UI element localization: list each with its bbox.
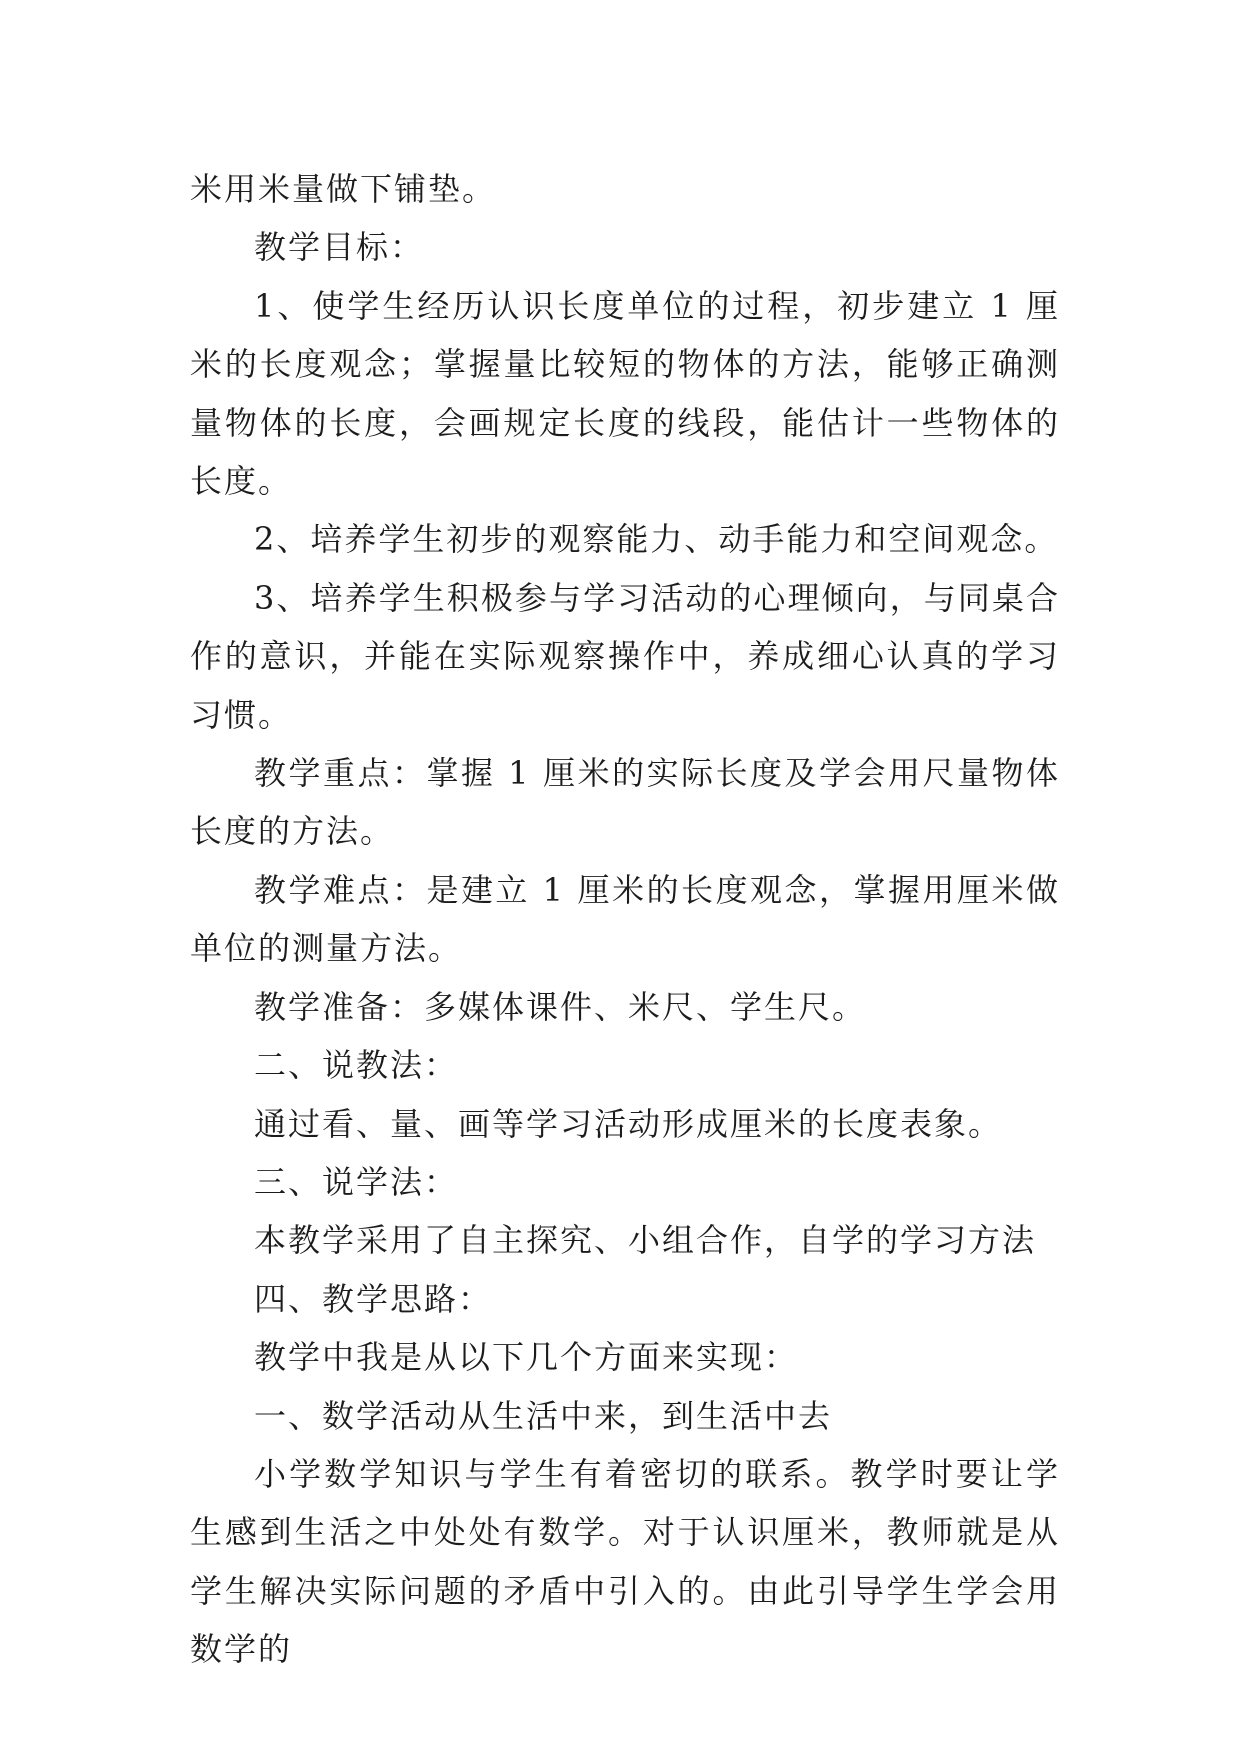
paragraph: 小学数学知识与学生有着密切的联系。教学时要让学生感到生活之中处处有数学。对于认识厘米，教师就是从学生解决实际问题的矛盾中引入的。由此引导学生学会用数学的 bbox=[190, 1454, 1060, 1669]
paragraph: 教学中我是从以下几个方面来实现： bbox=[254, 1338, 799, 1377]
paragraph: 米用米量做下铺垫。 bbox=[190, 170, 497, 208]
paragraph: 2、培养学生初步的观察能力、动手能力和空间观念。 bbox=[254, 520, 1059, 559]
document-body bbox=[190, 160, 1060, 1679]
paragraph: 教学难点：是建立 1 厘米的长度观念，掌握用厘米做单位的测量方法。 bbox=[190, 870, 1060, 968]
paragraph: 二、说教法： bbox=[254, 1046, 459, 1085]
paragraph: 四、教学思路： bbox=[254, 1279, 493, 1318]
paragraph: 本教学采用了自主探究、小组合作，自学的学习方法 bbox=[254, 1221, 1037, 1260]
paragraph: 一、数学活动从生活中来，到生活中去 bbox=[254, 1396, 833, 1435]
paragraph: 1、使学生经历认识长度单位的过程，初步建立 1 厘米的长度观念；掌握量比较短的物体的方法，能够正确测量物体的长度，会画规定长度的线段，能估计一些物体的长度。 bbox=[190, 286, 1060, 501]
paragraph: 教学准备：多媒体课件、米尺、学生尺。 bbox=[254, 987, 867, 1026]
paragraph: 教学重点：掌握 1 厘米的实际长度及学会用尺量物体长度的方法。 bbox=[190, 754, 1060, 851]
paragraph: 教学目标： bbox=[254, 228, 425, 267]
paragraph: 3、培养学生积极参与学习活动的心理倾向，与同桌合作的意识，并能在实际观察操作中，养成细心认真的学习习惯。 bbox=[190, 578, 1060, 734]
paragraph: 三、说学法： bbox=[254, 1162, 459, 1201]
paragraph: 通过看、量、画等学习活动形成厘米的长度表象。 bbox=[254, 1104, 1003, 1143]
